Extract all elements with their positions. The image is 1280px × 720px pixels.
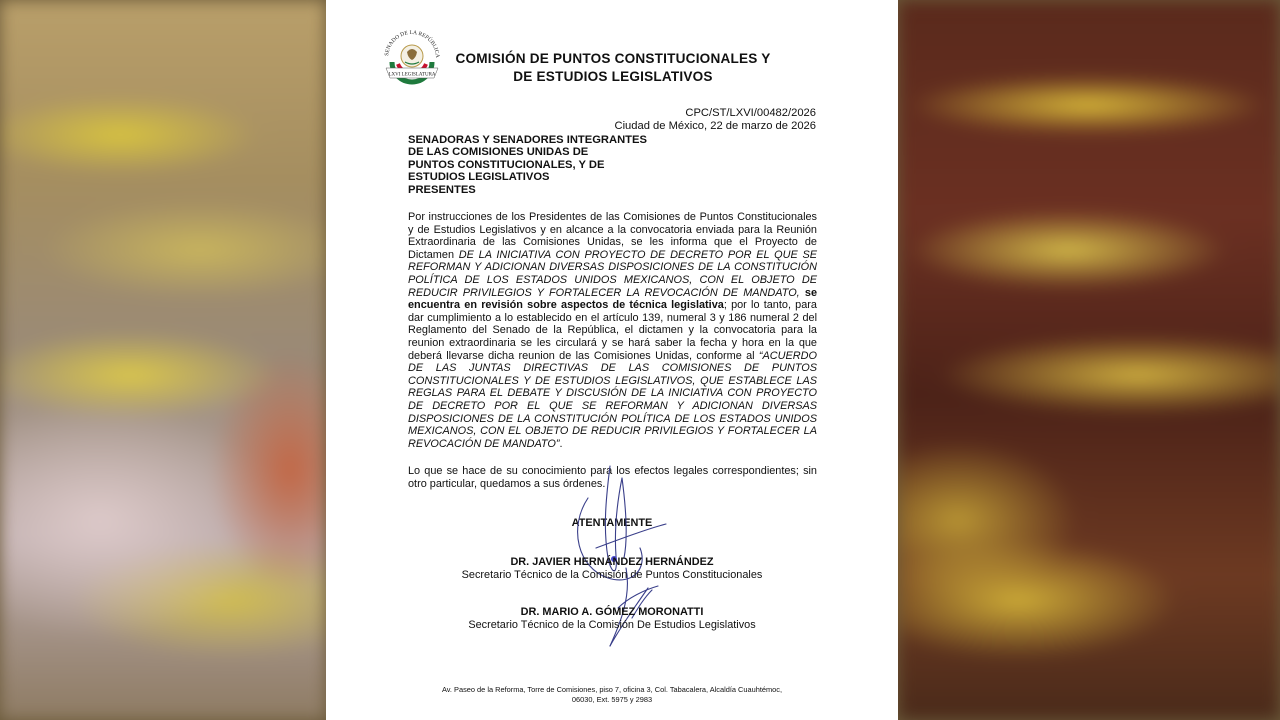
- place-date: Ciudad de México, 22 de marzo de 2026: [614, 120, 816, 132]
- decree-title: DE LA INICIATIVA CON PROYECTO DE DECRETO POR EL QUE SE REFORMAN Y ADICIONAN DIVERSAS DISPOSICIONES DE LA CONSTITUCIÓN POLÍTICA DE LOS ESTADOS UNIDOS MEXICANOS, CON EL OBJETO DE REDUCIR PRIVILEGIOS Y FORTALECER LA REVOCACIÓN DE MANDATO,: [408, 248, 817, 299]
- addressee-line3: PUNTOS CONSTITUCIONALES, Y DE: [408, 158, 605, 171]
- seal-arc-text: SENADO DE LA REPÚBLICA: [384, 29, 441, 59]
- addressee-line1: SENADORAS Y SENADORES INTEGRANTES: [408, 134, 647, 146]
- document-page: [326, 0, 898, 720]
- signatory-2-name: DR. MARIO A. GÓMEZ MORONATTI: [520, 606, 704, 618]
- signatory-1-name: DR. JAVIER HERNÁNDEZ HERNÁNDEZ: [510, 556, 714, 568]
- addressee-line4: ESTUDIOS LEGISLATIVOS: [408, 171, 550, 184]
- committee-title-line1: COMISIÓN DE PUNTOS CONSTITUCIONALES Y: [455, 51, 771, 66]
- footer-line2: 06030, Ext. 5975 y 2983: [571, 695, 653, 704]
- body-intro: Por instrucciones de los Presidentes de las Comisiones de Puntos Constitucionales y de Estudios Legislativos y en alcance a la convocatoria enviada para la Reunión Extraordinaria de las Comisiones Unidas, se les informa que el Proyecto de Dictamen: [408, 211, 817, 261]
- addressee-line5: PRESENTES: [408, 183, 476, 196]
- blurred-background-left: [0, 0, 326, 720]
- committee-title-line2: DE ESTUDIOS LEGISLATIVOS: [513, 69, 713, 84]
- revision-notice: se encuentra en revisión sobre aspectos de técnica legislativa: [408, 286, 817, 312]
- addressee-block: [408, 134, 708, 196]
- signatory-2: [326, 606, 898, 632]
- signatory-2-role: Secretario Técnico de la Comisión De Estudios Legislativos: [468, 619, 756, 631]
- body-middle: ; por lo tanto, para dar cumplimiento a lo establecido en el artículo 139, numeral 3 y 186 numeral 2 del Reglamento del Senado de la República, el dictamen y la convocatoria para la reunion extraordinaria se les circulará y se hará saber la fecha y hora en la que deberá llevarse dicha reunion de las Comisiones Unidas, conforme al: [408, 299, 817, 362]
- seal-ribbon-text: LXVI LEGISLATURA: [388, 72, 436, 78]
- closing-paragraph: Lo que se hace de su conocimiento para los efectos legales correspondientes; sin otro particular, quedamos a sus órdenes.: [408, 465, 817, 490]
- closing-word: ATENTAMENTE: [571, 517, 653, 529]
- footer-line1: Av. Paseo de la Reforma, Torre de Comisiones, piso 7, oficina 3, Col. Tabacalera, Alcaldía Cuauhtémoc,: [441, 685, 782, 694]
- reference-number: CPC/ST/LXVI/00482/2026: [685, 107, 816, 119]
- signatory-1: [326, 556, 898, 582]
- body-paragraph: [408, 211, 817, 450]
- agreement-title: “ACUERDO DE LAS JUNTAS DIRECTIVAS DE LAS COMISIONES DE PUNTOS CONSTITUCIONALES Y DE ESTUDIOS LEGISLATIVOS, QUE ESTABLECE LAS REGLAS PARA EL DEBATE Y DISCUSIÓN DE LA INICIATIVA CON PROYECTO DE DECRETO POR EL QUE SE REFORMAN Y ADICIONAN DIVERSAS DISPOSICIONES DE LA CONSTITUCIÓN POLÍTICA DE LOS ESTADOS UNIDOS MEXICANOS, CON EL OBJETO DE REDUCIR PRIVILEGIOS Y FORTALECER LA REVOCACIÓN DE MANDATO”: [408, 349, 817, 450]
- reference-block: [614, 107, 816, 133]
- footer-address: [326, 685, 898, 705]
- signatory-1-role: Secretario Técnico de la Comisión de Puntos Constitucionales: [461, 569, 763, 581]
- addressee-line2: DE LAS COMISIONES UNIDAS DE: [408, 146, 589, 159]
- body-end: .: [559, 437, 563, 450]
- blurred-background-right: [898, 0, 1280, 720]
- committee-title: [448, 50, 778, 86]
- senate-seal-logo: [378, 22, 446, 86]
